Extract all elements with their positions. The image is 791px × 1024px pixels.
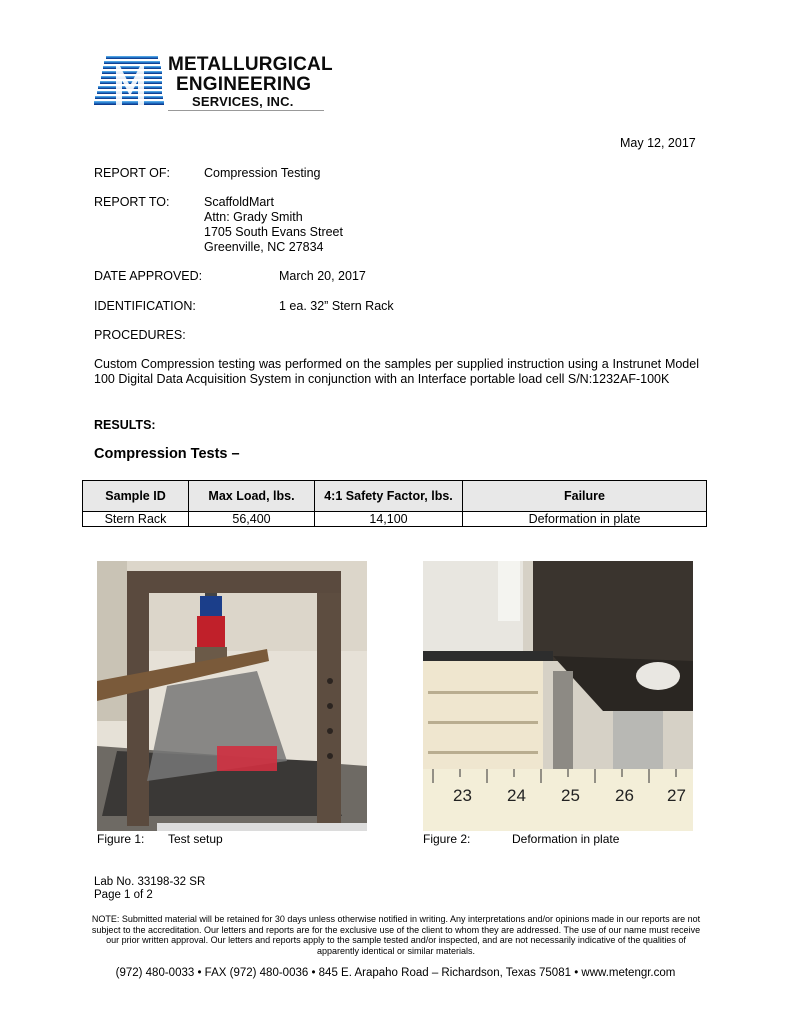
table-cell: 14,100 — [315, 512, 463, 527]
report-to-line: ScaffoldMart — [204, 195, 274, 209]
figure-1-caption: Test setup — [168, 832, 223, 846]
footer-contact: (972) 480-0033 • FAX (972) 480-0036 • 845 E. Arapaho Road – Richardson, Texas 75081 • www.metengr.com — [115, 967, 676, 979]
ruler-number: 25 — [561, 786, 580, 805]
section-title: Compression Tests – — [94, 446, 240, 462]
results-label: RESULTS: — [94, 418, 156, 432]
table-header: Max Load, lbs. — [189, 481, 315, 512]
figure-2-number: Figure 2: — [423, 832, 471, 846]
figure-2-caption: Deformation in plate — [512, 832, 620, 846]
ruler-number: 26 — [615, 786, 634, 805]
company-name-line2: ENGINEERING — [176, 74, 312, 95]
results-table — [82, 480, 707, 527]
procedures-label: PROCEDURES: — [94, 328, 186, 342]
logo-underline — [168, 110, 324, 111]
date-approved-label: DATE APPROVED: — [94, 269, 203, 283]
logo-graphic — [94, 56, 166, 108]
company-name-line1: METALLURGICAL — [168, 54, 333, 75]
table-cell: Stern Rack — [83, 512, 189, 527]
table-header: Failure — [463, 481, 707, 512]
table-header-row — [83, 481, 707, 512]
identification-value: 1 ea. 32” Stern Rack — [279, 299, 394, 313]
disclaimer-note: NOTE: Submitted material will be retained for 30 days unless otherwise notified in writing. Any interpretations and/or opinions made in our reports are not subject to the accreditation. Our letters and reports are for the exclusive use of the client to whom they are addressed. The use of our name must receive our prior written approval. Our letters and reports apply to the sample tested and/or inspected, and are not necessarily indicative of the qualities of apparently identical or similar materials. — [91, 914, 701, 956]
figure-1-number: Figure 1: — [97, 832, 145, 846]
table-cell: 56,400 — [189, 512, 315, 527]
identification-label: IDENTIFICATION: — [94, 299, 196, 313]
test-setup-illustration — [97, 561, 367, 831]
page-number: Page 1 of 2 — [94, 889, 153, 901]
figure-2-photo — [423, 561, 693, 831]
ruler-number: 24 — [507, 786, 526, 805]
report-to-line: Attn: Grady Smith — [204, 210, 303, 224]
ruler-number: 23 — [453, 786, 472, 805]
table-header: 4:1 Safety Factor, lbs. — [315, 481, 463, 512]
date-approved-value: March 20, 2017 — [279, 269, 366, 283]
report-date: May 12, 2017 — [620, 136, 696, 150]
report-of-label: REPORT OF: — [94, 166, 170, 180]
report-to-line: Greenville, NC 27834 — [204, 240, 324, 254]
lab-number: Lab No. 33198-32 SR — [94, 876, 206, 888]
table-row — [83, 512, 707, 527]
report-to-line: 1705 South Evans Street — [204, 225, 343, 239]
report-of-value: Compression Testing — [204, 166, 321, 180]
company-name-line3: SERVICES, INC. — [192, 94, 294, 109]
table-header: Sample ID — [83, 481, 189, 512]
figure-1-photo — [97, 561, 367, 831]
table-cell: Deformation in plate — [463, 512, 707, 527]
report-to-label: REPORT TO: — [94, 195, 170, 209]
company-logo — [94, 54, 334, 112]
ruler-number: 27 — [667, 786, 686, 805]
procedures-text: Custom Compression testing was performed on the samples per supplied instruction using a Instrunet Model 100 Digital Data Acquisition System in conjunction with an Interface portable load cell S/N:1232AF-100K — [94, 357, 699, 386]
